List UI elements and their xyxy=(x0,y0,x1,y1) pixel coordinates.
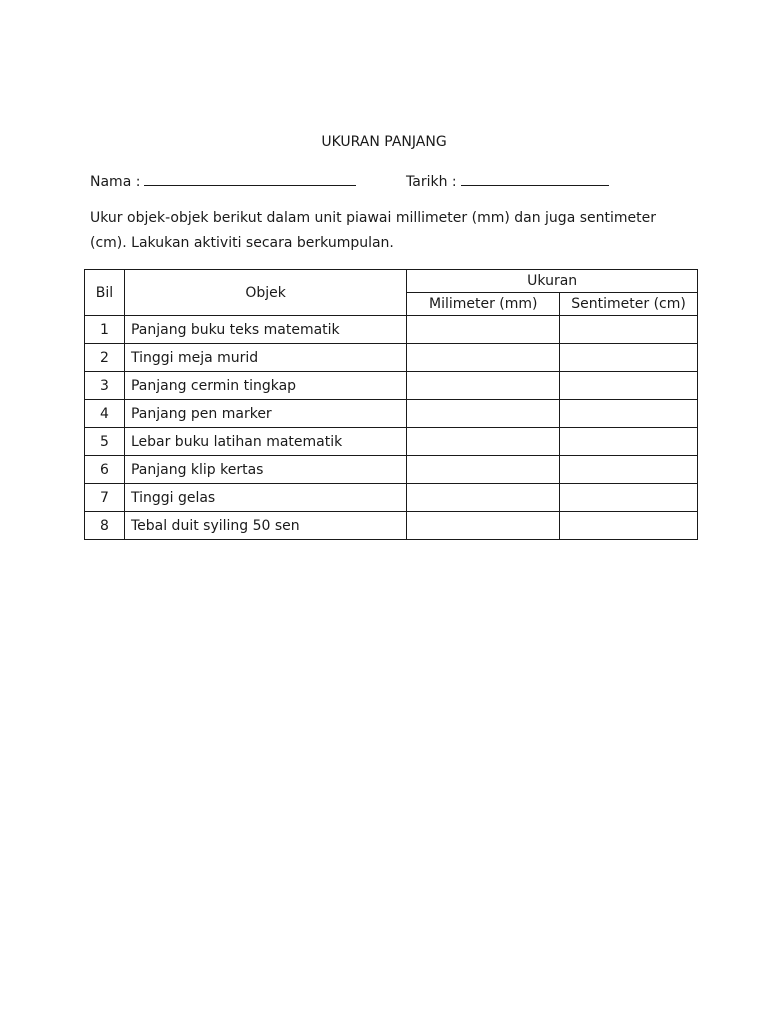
cm-cell[interactable] xyxy=(560,344,698,372)
cm-cell[interactable] xyxy=(560,428,698,456)
header-milimeter: Milimeter (mm) xyxy=(407,293,560,316)
row-number: 5 xyxy=(85,428,125,456)
row-number: 1 xyxy=(85,316,125,344)
cm-cell[interactable] xyxy=(560,512,698,540)
name-blank-line[interactable] xyxy=(144,171,356,186)
mm-cell[interactable] xyxy=(407,372,560,400)
mm-cell[interactable] xyxy=(407,484,560,512)
mm-cell[interactable] xyxy=(407,400,560,428)
row-number: 4 xyxy=(85,400,125,428)
date-field xyxy=(406,171,609,190)
instructions-text: Ukur objek-objek berikut dalam unit piawai millimeter (mm) dan juga sentimeter (cm). Lakukan aktiviti secara berkumpulan. xyxy=(90,210,656,251)
table-row xyxy=(85,456,698,484)
row-number: 3 xyxy=(85,372,125,400)
row-number: 2 xyxy=(85,344,125,372)
row-object: Lebar buku latihan matematik xyxy=(124,428,406,456)
row-object: Panjang buku teks matematik xyxy=(124,316,406,344)
row-object: Panjang cermin tingkap xyxy=(124,372,406,400)
name-field xyxy=(90,171,356,190)
row-number: 6 xyxy=(85,456,125,484)
measurement-table xyxy=(84,269,698,540)
row-object: Tinggi gelas xyxy=(124,484,406,512)
cm-cell[interactable] xyxy=(560,400,698,428)
row-number: 7 xyxy=(85,484,125,512)
row-object: Panjang klip kertas xyxy=(124,456,406,484)
mm-cell[interactable] xyxy=(407,456,560,484)
name-label: Nama : xyxy=(90,174,141,190)
row-object: Panjang pen marker xyxy=(124,400,406,428)
mm-cell[interactable] xyxy=(407,512,560,540)
header-objek: Objek xyxy=(124,270,406,316)
row-number: 8 xyxy=(85,512,125,540)
mm-cell[interactable] xyxy=(407,428,560,456)
cm-cell[interactable] xyxy=(560,316,698,344)
table-row xyxy=(85,344,698,372)
table-row xyxy=(85,428,698,456)
header-bil: Bil xyxy=(85,270,125,316)
header-sentimeter: Sentimeter (cm) xyxy=(560,293,698,316)
table-row xyxy=(85,316,698,344)
row-object: Tinggi meja murid xyxy=(124,344,406,372)
cm-cell[interactable] xyxy=(560,484,698,512)
date-label: Tarikh : xyxy=(406,174,457,190)
date-blank-line[interactable] xyxy=(461,171,609,186)
page-title: UKURAN PANJANG xyxy=(321,134,447,150)
mm-cell[interactable] xyxy=(407,316,560,344)
table-row xyxy=(85,484,698,512)
table-row xyxy=(85,512,698,540)
row-object: Tebal duit syiling 50 sen xyxy=(124,512,406,540)
table-row xyxy=(85,372,698,400)
cm-cell[interactable] xyxy=(560,456,698,484)
mm-cell[interactable] xyxy=(407,344,560,372)
table-row xyxy=(85,400,698,428)
header-ukuran: Ukuran xyxy=(407,270,698,293)
cm-cell[interactable] xyxy=(560,372,698,400)
